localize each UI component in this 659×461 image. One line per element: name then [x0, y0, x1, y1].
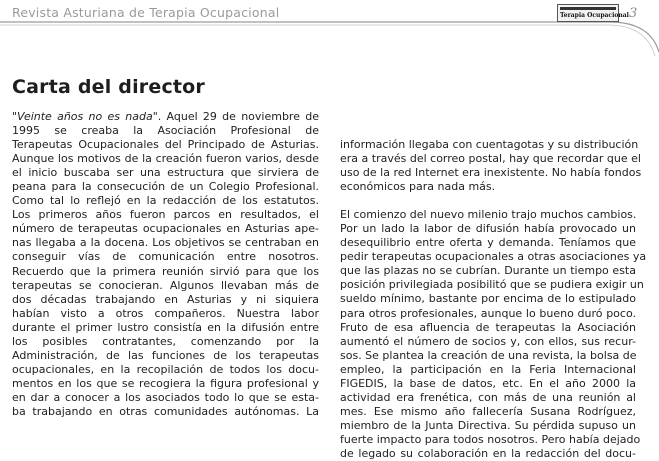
text-line: mes. Ese mismo año fallecería Susana Rodríguez, — [340, 404, 636, 418]
right-paragraph-2 — [340, 208, 647, 461]
text-line — [12, 110, 319, 124]
text-line: económicos para nada más. — [340, 180, 496, 194]
article-title: Carta del director — [12, 76, 206, 98]
text-line: para otros profesionales, aunque lo bueno duró poco. — [340, 306, 636, 320]
logo-text: Terapia Ocupacional — [560, 12, 629, 19]
opening-quote: "Veinte años no es nada" — [12, 110, 158, 123]
text-line: durante el primer lustro consistía en la difusión entre — [12, 320, 319, 334]
right-paragraph-1 — [340, 138, 642, 194]
text-line: terapeutas se conocieran. Algunos llevaban más de — [12, 278, 319, 292]
text-line: número de terapeutas ocupacionales en Asturias ape- — [12, 222, 319, 236]
text-line: fuerte impacto para todos nosotros. Pero había dejado — [340, 432, 641, 446]
text-line: ba trabajando en otras comunidades autónomas. La — [12, 404, 319, 418]
text-line: los posibles contratantes, comenzando por la — [12, 334, 319, 348]
text-line: desequilibrio entre oferta y demanda. Teníamos que — [340, 236, 636, 250]
text-line: habían visto a otros compañeros. Nuestra labor — [12, 306, 319, 320]
right-column — [340, 138, 647, 461]
text-line: miembro de la Junta Directiva. Su pérdida supuso un — [340, 418, 636, 432]
text-line: el inicio buscaba ser una estructura que sirviera de — [12, 166, 319, 180]
text-line: Por un lado la labor de difusión había provocado un — [340, 222, 636, 236]
left-column — [12, 110, 319, 419]
opening-line-rest: . Aquel 29 de noviembre de — [157, 110, 319, 123]
text-line: información llegaba con cuentagotas y su distribución — [340, 138, 639, 151]
text-line: era a través del correo postal, hay que recordar que el — [340, 152, 641, 166]
text-line: nas llegaba a la docena. Los objetivos se centraban en — [12, 236, 319, 250]
text-line: Los primeros años fueron parcos en resultados, el — [12, 208, 319, 222]
text-line: Administración, de las funciones de los terapeutas — [12, 348, 319, 362]
text-line: actividad era frenética, con más de una reunión al — [340, 390, 636, 404]
text-line: Aunque los motivos de la creación fueron varios, desde — [12, 152, 319, 166]
text-line: en dar a conocer a los asociados todo lo que se esta- — [12, 390, 319, 404]
text-line: de legado su colaboración en la redacción del docu- — [340, 446, 636, 460]
text-line: aumentó el número de socios y, con ellos, sus recur- — [340, 334, 636, 348]
journal-logo — [557, 4, 629, 22]
text-line: peana para la consecución de un Colegio Profesional. — [12, 180, 319, 194]
text-line: que las plazas no se cubrían. Durante un tiempo esta — [340, 264, 636, 278]
text-line: posición privilegiada posibilitó que se pudiera exigir un — [340, 278, 644, 292]
text-line: ocupacionales, en la recopilación de todos los docu- — [12, 362, 319, 376]
text-line: pedir terapeutas ocupacionales a otras asociaciones ya — [340, 250, 647, 264]
text-line: sueldo mínimo, bastante por encima de lo estipulado — [340, 292, 636, 306]
text-line: Como tal lo reflejó en la redacción de los estatutos. — [12, 194, 319, 208]
text-line: conseguir vías de comunicación entre nosotros. — [12, 250, 319, 264]
text-line: sos. Se plantea la creación de una revista, la bolsa de — [340, 348, 637, 362]
text-line: Terapeutas Ocupacionales del Principado de Asturias. — [12, 138, 319, 152]
text-line: Fruto de esa afluencia de terapeutas la Asociación — [340, 320, 636, 334]
text-line: dos décadas trabajando en Asturias y ni siquiera — [12, 292, 319, 306]
text-line: El comienzo del nuevo milenio trajo muchos cambios. — [340, 208, 637, 222]
text-line: mentos en los que se recogiera la figura profesional y — [12, 376, 319, 390]
text-line: 1995 se creaba la Asociación Profesional de — [12, 124, 319, 138]
journal-running-head: Revista Asturiana de Terapia Ocupacional — [12, 5, 280, 20]
text-line: empleo, la participación en la Feria Internacional — [340, 362, 636, 376]
text-line: uso de la red Internet era inexistente. No había fondos — [340, 166, 642, 180]
page-header — [0, 0, 659, 60]
logo-bar — [560, 7, 616, 10]
text-line: Recuerdo que la primera reunión sirvió para que los — [12, 264, 319, 278]
left-paragraph — [12, 110, 319, 419]
text-line: FIGEDIS, la base de datos, etc. En el año 2000 la — [340, 376, 636, 390]
page-number: 3 — [629, 6, 638, 21]
